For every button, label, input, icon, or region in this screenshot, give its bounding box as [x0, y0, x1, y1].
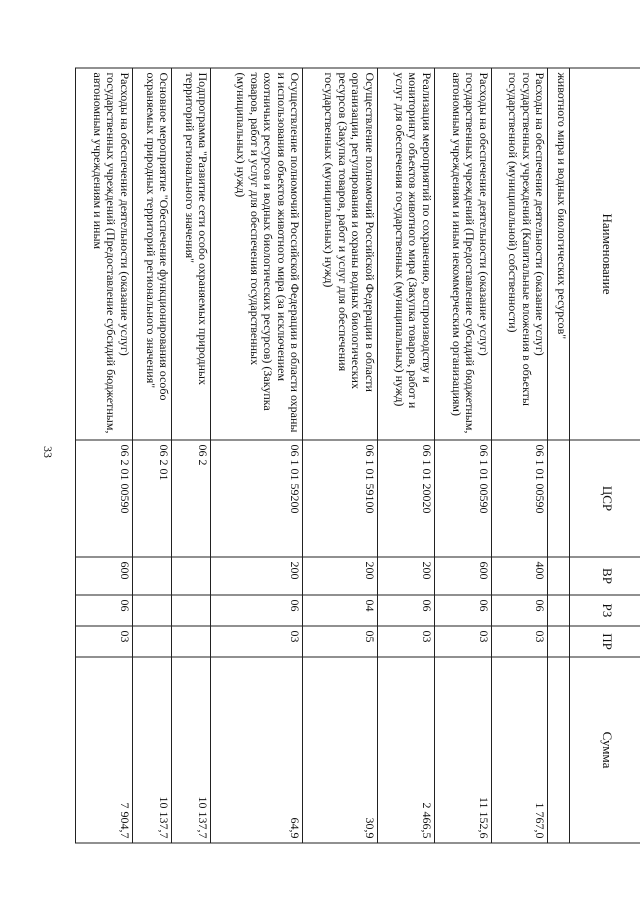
row-vr: 200	[303, 557, 377, 595]
row-name: Основное мероприятие "Обеспечение функционирования особо охраняемых природных территорий регионального значения"	[132, 68, 171, 440]
row-name: Реализация мероприятий по сохранению, воспроизводству и мониторингу объектов животного мира (Закупка товаров, работ и услуг для обеспечения государственных (муниципальных) нужд)	[377, 68, 434, 440]
row-csr	[548, 440, 570, 557]
row-csr: 06 1 01 59100	[303, 440, 377, 557]
row-vr	[172, 557, 211, 595]
row-csr: 06 2	[172, 440, 211, 557]
row-name: животного мира и водных биологических ресурсов"	[548, 68, 570, 440]
row-csr: 06 1 01 59200	[211, 440, 303, 557]
row-name: Подпрограмма "Развитие сети особо охраняемых природных территорий регионального значения"	[172, 68, 211, 440]
row-rz: 04	[303, 595, 377, 626]
rotated-page-content	[75, 68, 640, 843]
row-sum: 2 466,5	[377, 657, 434, 843]
column-header-rz: РЗ	[570, 595, 640, 626]
row-sum: 10 137,7	[172, 657, 211, 843]
row-rz: 06	[76, 595, 133, 626]
table-row	[132, 68, 171, 843]
row-name: Расходы на обеспечение деятельности (оказание услуг) государственных учреждений (Предоставление субсидий бюджетным, автономным учреждениям и иным	[76, 68, 133, 440]
row-name: Расходы на обеспечение деятельности (оказание услуг) государственных учреждений (Предоставление субсидий бюджетным, автономным учреждениям и иным некоммерческим организациям)	[434, 68, 491, 440]
table-row	[491, 68, 548, 843]
column-header-name: Наименование	[570, 68, 640, 440]
table-row	[211, 68, 303, 843]
row-rz: 06	[211, 595, 303, 626]
page-number: 33	[41, 446, 55, 458]
table-header-row	[570, 68, 640, 843]
row-pr: 03	[491, 626, 548, 657]
column-header-sum: Сумма	[570, 657, 640, 843]
row-sum: 7 904,7	[76, 657, 133, 843]
row-pr: 03	[377, 626, 434, 657]
column-header-pr: ПР	[570, 626, 640, 657]
table-row	[76, 68, 133, 843]
row-vr	[548, 557, 570, 595]
table-row	[303, 68, 377, 843]
row-vr: 600	[76, 557, 133, 595]
row-vr: 400	[491, 557, 548, 595]
row-vr: 200	[377, 557, 434, 595]
row-sum: 11 152,6	[434, 657, 491, 843]
budget-table	[75, 68, 640, 844]
row-sum: 64,9	[211, 657, 303, 843]
table-row	[548, 68, 570, 843]
row-csr: 06 1 01 00590	[491, 440, 548, 557]
row-sum: 10 137,7	[132, 657, 171, 843]
column-header-csr: ЦСР	[570, 440, 640, 557]
row-rz: 06	[434, 595, 491, 626]
row-csr: 06 2 01	[132, 440, 171, 557]
row-rz: 06	[377, 595, 434, 626]
row-sum: 30,9	[303, 657, 377, 843]
row-pr	[548, 626, 570, 657]
table-row	[172, 68, 211, 843]
row-name: Осуществление полномочий Российской Федерации в области организации, регулирования и охраны водных биологических ресурсов (Закупка товаров, работ и услуг для обеспечения государственных (муниципальных) нужд)	[303, 68, 377, 440]
row-pr	[172, 626, 211, 657]
row-vr: 600	[434, 557, 491, 595]
row-sum	[548, 657, 570, 843]
row-rz	[132, 595, 171, 626]
table-row	[377, 68, 434, 843]
row-csr: 06 2 01 00590	[76, 440, 133, 557]
row-pr	[132, 626, 171, 657]
row-vr: 200	[211, 557, 303, 595]
row-csr: 06 1 01 20020	[377, 440, 434, 557]
row-rz	[548, 595, 570, 626]
row-vr	[132, 557, 171, 595]
row-pr: 05	[303, 626, 377, 657]
table-row	[434, 68, 491, 843]
row-rz	[172, 595, 211, 626]
row-sum: 1 767,0	[491, 657, 548, 843]
row-pr: 03	[434, 626, 491, 657]
row-csr: 06 1 01 00590	[434, 440, 491, 557]
row-rz: 06	[491, 595, 548, 626]
row-name: Расходы на обеспечение деятельности (оказание услуг) государственных учреждений (Капитальные вложения в объекты государственной (муниципальной) собственности)	[491, 68, 548, 440]
row-name: Осуществление полномочий Российской Федерации в области охраны и использования объектов животного мира (за исключением охотничьих ресурсов и водных биологических ресурсов) (Закупка товаров, работ и услуг для обеспечения государственных (муниципальных) нужд)	[211, 68, 303, 440]
row-pr: 03	[76, 626, 133, 657]
column-header-vr: ВР	[570, 557, 640, 595]
row-pr: 03	[211, 626, 303, 657]
